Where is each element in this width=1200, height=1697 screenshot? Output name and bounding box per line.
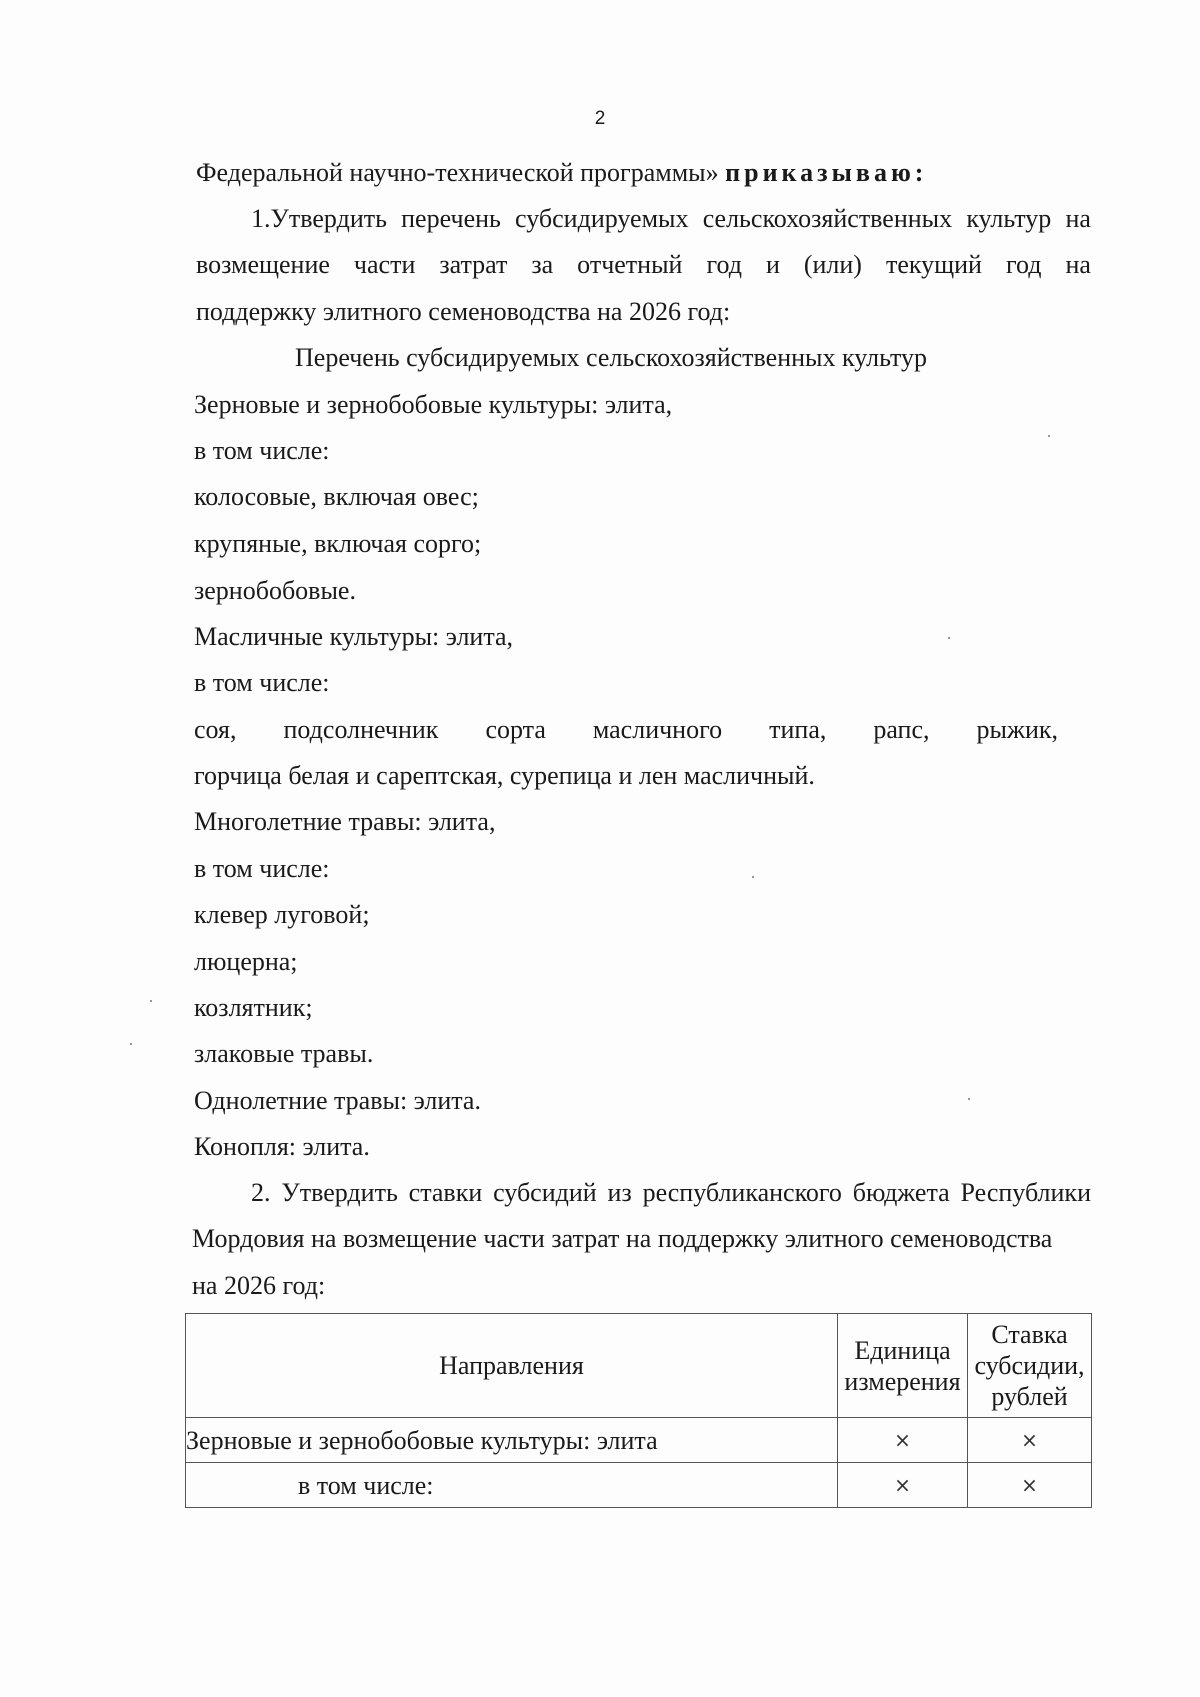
grain-item-1: колосовые, включая овес; (194, 482, 479, 511)
perennial-item-3: козлятник; (194, 993, 313, 1022)
scan-speck (130, 1043, 132, 1045)
word: (или) (803, 250, 862, 279)
hemp: Конопля: элита. (194, 1132, 370, 1161)
grain-including: в том числе: (194, 436, 330, 465)
row-unit: × (838, 1418, 968, 1463)
word: на (1065, 250, 1091, 279)
item1-line2 (196, 249, 1091, 281)
intro-text: Федеральной научно-технической программы» (196, 158, 719, 187)
row-direction: в том числе: (186, 1463, 838, 1508)
item1-line3: поддержку элитного семеноводства на 2026 год: (196, 297, 731, 326)
row-unit: × (838, 1463, 968, 1508)
perennial-item-2: люцерна; (194, 947, 298, 976)
word: год (706, 250, 742, 279)
word: из (607, 1178, 632, 1207)
word: рапс, (873, 715, 930, 744)
word: 2. (251, 1178, 271, 1207)
word: возмещение (196, 250, 330, 279)
grain-heading: Зерновые и зернобобовые культуры: элита, (194, 390, 673, 419)
word: год (1005, 250, 1042, 279)
oil-including: в том числе: (194, 668, 330, 697)
word: республиканского (642, 1178, 842, 1207)
header-direction (186, 1314, 838, 1418)
header-direction-label: Направления (439, 1351, 584, 1380)
word: субсидируемых (515, 204, 689, 233)
word: затрат (439, 250, 508, 279)
oil-heading: Масличные культуры: элита, (194, 622, 514, 651)
scan-speck (1048, 435, 1050, 437)
oil-item-1 (194, 714, 1058, 746)
item1-line1 (251, 203, 1091, 235)
perennial-including: в том числе: (194, 854, 330, 883)
header-rate-line-2: субсидии, (974, 1351, 1085, 1380)
table-header-row (186, 1314, 1092, 1418)
header-unit (838, 1314, 968, 1418)
word: Республики (960, 1178, 1091, 1207)
perennial-item-4: злаковые травы. (194, 1039, 374, 1068)
word: бюджета (852, 1178, 950, 1207)
word: за (531, 250, 554, 279)
oil-item-2: горчица белая и сарептская, сурепица и лен масличный. (194, 761, 815, 790)
intro-emphasis: приказываю: (725, 158, 928, 187)
table-row (186, 1418, 1092, 1463)
item2-line2: Мордовия на возмещение части затрат на поддержку элитного семеноводства (192, 1224, 1053, 1253)
item2-line3: на 2026 год: (192, 1271, 326, 1300)
word: соя, (194, 715, 237, 744)
header-unit-line-1: Единица (854, 1335, 951, 1365)
scan-speck (752, 876, 754, 878)
word: субсидий (493, 1178, 597, 1207)
grain-item-2: крупяные, включая сорго; (194, 529, 482, 558)
word: сельскохозяйственных (702, 204, 953, 233)
word: перечень (401, 204, 501, 233)
subsidy-rates-table (185, 1313, 1092, 1508)
word: части (353, 250, 416, 279)
word: масличного (592, 715, 723, 744)
word: 1.Утвердить (251, 204, 387, 233)
list-title: Перечень субсидируемых сельскохозяйственных культур (295, 343, 927, 372)
perennial-item-1: клевер луговой; (194, 900, 370, 929)
header-rate (968, 1314, 1092, 1418)
row-rate: × (968, 1418, 1092, 1463)
word: типа, (769, 715, 827, 744)
word: и (765, 250, 780, 279)
row-direction: Зерновые и зернобобовые культуры: элита (186, 1418, 838, 1463)
word: ставки (408, 1178, 483, 1207)
grain-item-3: зернобобовые. (194, 576, 356, 605)
row-rate: × (968, 1463, 1092, 1508)
page-number: 2 (594, 108, 606, 129)
word: рыжик, (976, 715, 1058, 744)
word: текущий (885, 250, 982, 279)
perennial-heading: Многолетние травы: элита, (194, 807, 496, 836)
scan-speck (948, 637, 950, 639)
word: подсолнечник (283, 715, 439, 744)
header-rate-line-1: Ставка (991, 1320, 1068, 1349)
header-rate-line-3: рублей (991, 1382, 1068, 1411)
intro-line (196, 157, 927, 189)
scan-speck (968, 1098, 970, 1100)
word: Утвердить (281, 1178, 398, 1207)
word: отчетный (577, 250, 683, 279)
word: сорта (485, 715, 546, 744)
annual-grasses: Однолетние травы: элита. (194, 1086, 481, 1115)
word: на (1065, 204, 1091, 233)
word: культур (966, 204, 1052, 233)
table-row (186, 1463, 1092, 1508)
item2-line1 (251, 1177, 1091, 1209)
header-unit-line-2: измерения (844, 1366, 961, 1396)
scan-speck (150, 1000, 152, 1002)
